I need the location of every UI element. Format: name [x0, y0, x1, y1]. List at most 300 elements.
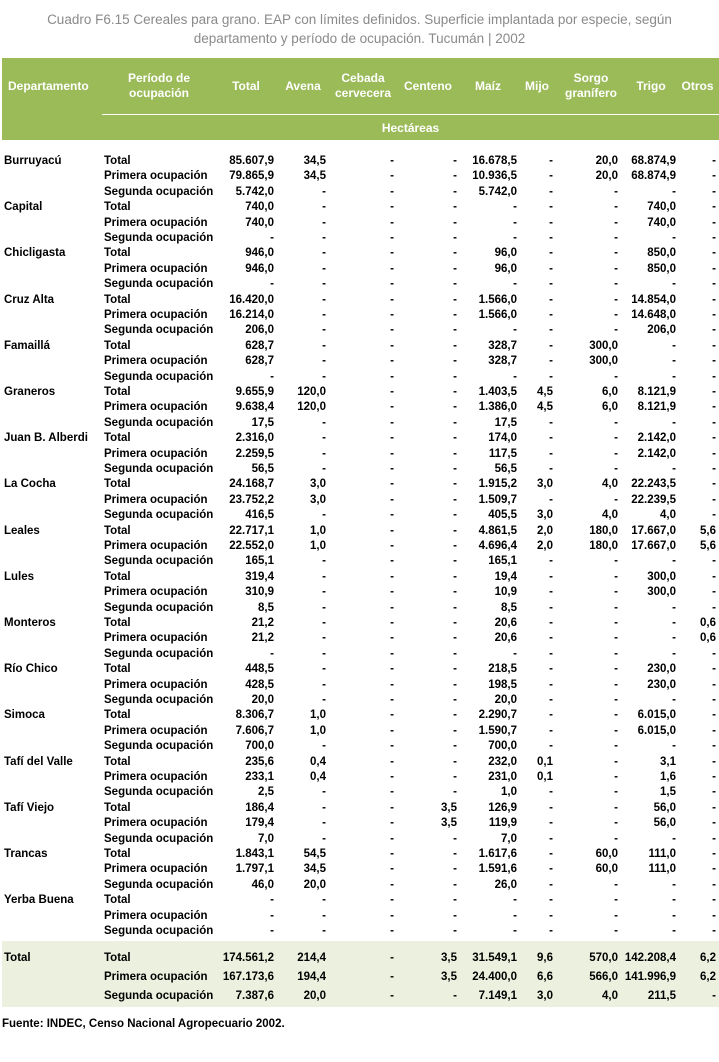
cell-mijo: -	[549, 493, 553, 506]
cell-centeno: -	[453, 524, 457, 537]
cell-trigo: 141.996,9	[624, 971, 676, 984]
cell-sorgo: -	[614, 663, 618, 676]
cell-maiz: 1.915,2	[478, 478, 517, 491]
cell-mijo: 3,0	[537, 990, 553, 1003]
cell-centeno: -	[453, 848, 457, 860]
cell-mijo: -	[549, 724, 553, 737]
cell-cebada: -	[390, 709, 394, 722]
periodo-label: Total	[104, 247, 131, 260]
cell-otros: -	[712, 493, 716, 506]
periodo-label: Primera ocupación	[104, 309, 208, 321]
cell-maiz: 7.149,1	[478, 990, 517, 1003]
cell-centeno: -	[453, 740, 457, 753]
cell-sorgo: -	[614, 324, 618, 337]
cell-centeno: -	[453, 370, 457, 383]
cell-cebada: -	[390, 952, 394, 965]
cell-maiz: 2.290,7	[478, 709, 517, 722]
cell-centeno: -	[453, 878, 457, 891]
cell-cebada: -	[390, 524, 394, 537]
cell-cebada: -	[390, 262, 394, 275]
department-name: Leales	[4, 524, 40, 537]
cell-cebada: -	[390, 447, 394, 460]
cell-trigo: -	[672, 555, 676, 568]
cell-trigo: -	[672, 694, 676, 706]
cell-cebada: -	[390, 386, 394, 398]
totals-name: Total	[4, 952, 31, 965]
cell-cebada: -	[390, 170, 394, 183]
cell-cebada: -	[390, 971, 394, 984]
cell-maiz: 17,5	[494, 416, 517, 429]
cell-otros: -	[712, 909, 716, 922]
cell-otros: -	[712, 355, 716, 368]
cell-total: 628,7	[245, 339, 274, 352]
cell-trigo: -	[672, 909, 676, 922]
cell-cebada: -	[390, 771, 394, 783]
cell-cebada: -	[390, 185, 394, 198]
cell-centeno: -	[453, 694, 457, 706]
cell-cebada: -	[390, 755, 394, 768]
cell-mijo: -	[549, 647, 553, 660]
col-header-departamento: Departamento	[8, 78, 89, 93]
cell-total: 310,9	[245, 586, 274, 599]
cell-centeno: -	[453, 401, 457, 414]
periodo-label: Primera ocupación	[104, 863, 208, 876]
cell-centeno: -	[453, 909, 457, 922]
cell-mijo: -	[549, 278, 553, 291]
department-name: Tafí del Valle	[4, 755, 73, 768]
cell-total: 448,5	[245, 663, 274, 676]
cell-centeno: -	[453, 601, 457, 614]
cell-sorgo: -	[614, 786, 618, 799]
cell-avena: -	[322, 201, 326, 214]
cell-centeno: -	[453, 478, 457, 491]
cell-cebada: -	[390, 878, 394, 891]
cell-trigo: -	[672, 617, 676, 629]
cell-cebada: -	[390, 848, 394, 860]
periodo-label: Primera ocupación	[104, 771, 208, 783]
cell-trigo: -	[672, 894, 676, 907]
cell-mijo: -	[549, 863, 553, 876]
cell-avena: -	[322, 740, 326, 753]
cell-sorgo: -	[614, 755, 618, 768]
cell-avena: -	[322, 817, 326, 830]
cell-cebada: -	[390, 786, 394, 799]
cell-trigo: 3,1	[660, 755, 676, 768]
cell-centeno: -	[453, 832, 457, 845]
col-header-total: Total	[232, 78, 260, 93]
cell-total: 21,2	[251, 617, 274, 629]
cell-total: -	[270, 278, 274, 291]
cell-mijo: 3,0	[537, 478, 553, 491]
cell-sorgo: -	[614, 493, 618, 506]
cell-sorgo: -	[614, 463, 618, 475]
periodo-label: Primera ocupación	[104, 355, 208, 368]
cell-sorgo: -	[614, 232, 618, 244]
cell-avena: 194,4	[297, 971, 326, 984]
cell-total: 186,4	[245, 801, 274, 814]
cell-cebada: -	[390, 339, 394, 352]
cell-total: -	[270, 647, 274, 660]
cell-avena: 34,5	[303, 170, 326, 183]
periodo-label: Segunda ocupación	[104, 370, 214, 383]
cell-centeno: 3,5	[441, 801, 457, 814]
cell-centeno: 3,5	[441, 817, 457, 830]
cell-avena: -	[322, 647, 326, 660]
cell-avena: -	[322, 617, 326, 629]
cell-maiz: -	[513, 370, 517, 383]
cell-trigo: 8.121,9	[637, 401, 676, 414]
cell-maiz: 20,6	[494, 632, 517, 645]
cell-sorgo: -	[614, 201, 618, 214]
cell-avena: -	[322, 262, 326, 275]
cell-centeno: -	[453, 894, 457, 907]
cell-otros: -	[712, 216, 716, 229]
cell-centeno: 3,5	[441, 971, 457, 984]
cell-sorgo: 6,0	[602, 401, 618, 414]
cell-maiz: 1.566,0	[478, 309, 517, 321]
cell-mijo: -	[549, 878, 553, 891]
cell-maiz: 10,9	[494, 586, 517, 599]
cell-trigo: 17.667,0	[631, 540, 676, 552]
cell-cebada: -	[390, 216, 394, 229]
cell-avena: -	[322, 432, 326, 445]
cell-total: 628,7	[245, 355, 274, 368]
cell-sorgo: 60,0	[595, 863, 618, 876]
cell-maiz: 31.549,1	[472, 952, 517, 965]
cell-trigo: 14.854,0	[631, 293, 676, 306]
cell-trigo: -	[672, 232, 676, 244]
cell-trigo: 111,0	[648, 848, 676, 860]
cell-mijo: 0,1	[537, 771, 553, 783]
cell-avena: -	[322, 909, 326, 922]
cell-cebada: -	[390, 863, 394, 876]
department-name: Lules	[4, 570, 35, 583]
cell-mijo: -	[549, 201, 553, 214]
cell-maiz: 218,5	[488, 663, 517, 676]
cell-sorgo: 180,0	[589, 540, 618, 552]
cell-total: 2,5	[258, 786, 274, 799]
cell-maiz: 1.590,7	[478, 724, 517, 737]
cell-mijo: 4,5	[537, 401, 553, 414]
cell-maiz: 24.400,0	[472, 971, 517, 984]
table-header	[2, 58, 719, 140]
cell-trigo: 211,5	[647, 990, 676, 1003]
cell-mijo: -	[549, 309, 553, 321]
cell-avena: -	[322, 232, 326, 244]
cell-mijo: -	[549, 432, 553, 445]
cell-maiz: 117,5	[488, 447, 517, 460]
cell-otros: -	[712, 832, 716, 845]
cell-sorgo: 4,0	[602, 478, 618, 491]
cell-trigo: 8.121,9	[637, 386, 676, 398]
cell-total: 16.214,0	[229, 309, 274, 321]
cell-sorgo: 20,0	[595, 155, 618, 167]
cell-sorgo: -	[614, 293, 618, 306]
cell-centeno: -	[453, 586, 457, 599]
cell-otros: -	[712, 155, 716, 167]
cell-sorgo: -	[614, 262, 618, 275]
cell-otros: -	[712, 863, 716, 876]
cell-otros: -	[712, 339, 716, 352]
cell-sorgo: -	[614, 678, 618, 691]
cell-mijo: -	[549, 170, 553, 183]
cell-trigo: 1,6	[660, 771, 676, 783]
cell-otros: -	[712, 201, 716, 214]
cell-mijo: -	[549, 247, 553, 260]
periodo-label: Total	[104, 570, 131, 583]
cell-mijo: -	[549, 801, 553, 814]
cell-centeno: -	[453, 247, 457, 260]
cell-avena: 1,0	[310, 724, 326, 737]
cell-total: 740,0	[245, 216, 274, 229]
cell-otros: -	[712, 740, 716, 753]
cell-maiz: -	[513, 201, 517, 214]
cell-maiz: 10.936,5	[472, 170, 517, 183]
cell-cebada: -	[390, 724, 394, 737]
cell-mijo: 0,1	[537, 755, 553, 768]
cell-total: 23.752,2	[229, 493, 274, 506]
cell-otros: 0,6	[700, 632, 716, 645]
department-name: Trancas	[4, 848, 48, 860]
cell-centeno: -	[453, 990, 457, 1003]
periodo-label: Segunda ocupación	[104, 324, 214, 337]
cell-cebada: -	[390, 478, 394, 491]
cell-cebada: -	[390, 894, 394, 907]
cell-trigo: 2.142,0	[637, 447, 676, 460]
periodo-label: Total	[104, 201, 131, 214]
cell-mijo: -	[549, 848, 553, 860]
cell-trigo: -	[672, 647, 676, 660]
cell-mijo: -	[549, 355, 553, 368]
cell-maiz: 1,0	[501, 786, 517, 799]
cell-trigo: 230,0	[647, 663, 676, 676]
cell-maiz: -	[513, 278, 517, 291]
cell-cebada: -	[390, 201, 394, 214]
cell-centeno: -	[453, 570, 457, 583]
cell-avena: -	[322, 216, 326, 229]
cell-otros: -	[712, 755, 716, 768]
cell-cebada: -	[390, 617, 394, 629]
cell-otros: -	[712, 185, 716, 198]
periodo-label: Segunda ocupación	[104, 555, 214, 568]
cell-centeno: -	[453, 262, 457, 275]
periodo-label: Total	[104, 617, 131, 629]
cell-sorgo: -	[614, 694, 618, 706]
cell-otros: -	[712, 724, 716, 737]
periodo-label: Primera ocupación	[104, 401, 208, 414]
cell-trigo: -	[672, 370, 676, 383]
cell-sorgo: 4,0	[602, 509, 618, 522]
department-name: Juan B. Alberdi	[4, 432, 88, 445]
cell-avena: 20,0	[303, 990, 326, 1003]
cell-avena: -	[322, 570, 326, 583]
cell-mijo: -	[549, 694, 553, 706]
periodo-label: Primera ocupación	[104, 632, 208, 645]
cell-total: 416,5	[245, 509, 274, 522]
cell-cebada: -	[390, 647, 394, 660]
cell-centeno: 3,5	[441, 952, 457, 965]
cell-total: 20,0	[251, 694, 274, 706]
cell-trigo: 206,0	[647, 324, 676, 337]
cell-avena: -	[322, 447, 326, 460]
cell-maiz: 4.861,5	[478, 524, 517, 537]
cell-avena: 1,0	[310, 524, 326, 537]
cell-avena: -	[322, 509, 326, 522]
cell-otros: -	[712, 801, 716, 814]
cell-mijo: 4,5	[537, 386, 553, 398]
periodo-label: Segunda ocupación	[104, 509, 214, 522]
cell-total: 206,0	[245, 324, 274, 337]
department-name: La Cocha	[4, 478, 56, 491]
cell-cebada: -	[390, 278, 394, 291]
cell-maiz: 1.591,6	[478, 863, 517, 876]
cell-maiz: 1.566,0	[478, 293, 517, 306]
cell-total: 21,2	[251, 632, 274, 645]
periodo-label: Total	[104, 293, 131, 306]
cell-avena: -	[322, 601, 326, 614]
cell-maiz: 126,9	[488, 801, 517, 814]
periodo-label: Segunda ocupación	[104, 185, 214, 198]
cell-otros: -	[712, 262, 716, 275]
cell-sorgo: -	[614, 832, 618, 845]
cell-centeno: -	[453, 170, 457, 183]
department-name: Río Chico	[4, 663, 58, 676]
cell-sorgo: 60,0	[595, 848, 618, 860]
cell-trigo: 300,0	[647, 586, 676, 599]
cell-maiz: 174,0	[488, 432, 517, 445]
cell-avena: 1,0	[310, 709, 326, 722]
cell-trigo: -	[672, 185, 676, 198]
cell-centeno: -	[453, 386, 457, 398]
cell-trigo: -	[672, 832, 676, 845]
cell-centeno: -	[453, 339, 457, 352]
cell-total: 9.638,4	[235, 401, 274, 414]
periodo-label: Primera ocupación	[104, 817, 208, 830]
col-header-avena: Avena	[285, 78, 321, 93]
cell-avena: 1,0	[310, 540, 326, 552]
cell-centeno: -	[453, 863, 457, 876]
cell-avena: -	[322, 925, 326, 937]
title-line-2: departamento y período de ocupación. Tucumán | 2002	[193, 31, 526, 46]
periodo-label: Total	[104, 952, 131, 965]
cell-cebada: -	[390, 247, 394, 260]
cell-cebada: -	[390, 678, 394, 691]
cell-maiz: -	[513, 216, 517, 229]
cell-cebada: -	[390, 586, 394, 599]
cell-sorgo: -	[614, 185, 618, 198]
cell-total: 167.173,6	[222, 971, 274, 984]
cell-mijo: -	[549, 601, 553, 614]
periodo-label: Total	[104, 386, 131, 398]
cell-maiz: 5.742,0	[478, 185, 517, 198]
units-label: Hectáreas	[102, 114, 719, 141]
cell-cebada: -	[390, 401, 394, 414]
periodo-label: Segunda ocupación	[104, 990, 214, 1003]
cell-trigo: 56,0	[653, 817, 676, 830]
cell-otros: -	[712, 555, 716, 568]
cell-mijo: -	[549, 786, 553, 799]
cell-centeno: -	[453, 216, 457, 229]
cell-maiz: 26,0	[494, 878, 517, 891]
cell-avena: -	[322, 786, 326, 799]
cell-sorgo: 6,0	[602, 386, 618, 398]
cell-mijo: 2,0	[537, 540, 553, 552]
cell-otros: -	[712, 401, 716, 414]
cell-maiz: 4.696,4	[478, 540, 517, 552]
cell-total: 700,0	[245, 740, 274, 753]
cell-sorgo: -	[614, 416, 618, 429]
cell-mijo: -	[549, 232, 553, 244]
cell-mijo: -	[549, 416, 553, 429]
department-name: Graneros	[4, 386, 56, 398]
cell-sorgo: -	[614, 309, 618, 321]
cell-maiz: 232,0	[488, 755, 517, 768]
cell-total: 17,5	[251, 416, 274, 429]
cell-mijo: -	[549, 324, 553, 337]
cell-maiz: 1.386,0	[478, 401, 517, 414]
cell-centeno: -	[453, 309, 457, 321]
periodo-label: Total	[104, 432, 131, 445]
cell-centeno: -	[453, 416, 457, 429]
cell-mijo: -	[549, 894, 553, 907]
cell-total: 946,0	[245, 262, 274, 275]
cell-maiz: 1.403,5	[478, 386, 517, 398]
cell-total: 179,4	[245, 817, 274, 830]
cell-maiz: 8,5	[501, 601, 517, 614]
cell-otros: -	[712, 509, 716, 522]
periodo-label: Segunda ocupación	[104, 416, 214, 429]
col-header-otros: Otros	[681, 78, 714, 93]
cell-centeno: -	[453, 509, 457, 522]
periodo-label: Primera ocupación	[104, 216, 208, 229]
cell-otros: -	[712, 878, 716, 891]
cell-otros: -	[712, 247, 716, 260]
cell-sorgo: -	[614, 278, 618, 291]
periodo-label: Segunda ocupación	[104, 694, 214, 706]
periodo-label: Segunda ocupación	[104, 232, 214, 244]
cell-maiz: 328,7	[488, 339, 517, 352]
cell-total: 5.742,0	[235, 185, 274, 198]
cell-otros: -	[712, 709, 716, 722]
cell-centeno: -	[453, 447, 457, 460]
cell-otros: 6,2	[700, 971, 716, 984]
cell-cebada: -	[390, 801, 394, 814]
cell-trigo: 56,0	[653, 801, 676, 814]
cell-mijo: -	[549, 740, 553, 753]
cell-total: 1.843,1	[235, 848, 274, 860]
cell-cebada: -	[390, 817, 394, 830]
cell-avena: 3,0	[310, 478, 326, 491]
cell-avena: 0,4	[310, 755, 326, 768]
cell-maiz: -	[513, 909, 517, 922]
periodo-label: Primera ocupación	[104, 909, 208, 922]
periodo-label: Segunda ocupación	[104, 740, 214, 753]
cell-centeno: -	[453, 293, 457, 306]
cell-avena: -	[322, 678, 326, 691]
cell-cebada: -	[390, 832, 394, 845]
cell-total: 16.420,0	[229, 293, 274, 306]
cell-avena: 120,0	[297, 401, 326, 414]
cell-maiz: -	[513, 925, 517, 937]
cell-mijo: -	[549, 447, 553, 460]
col-header-trigo: Trigo	[636, 78, 666, 93]
cell-trigo: 14.648,0	[631, 309, 676, 321]
cell-avena: -	[322, 293, 326, 306]
cell-mijo: -	[549, 832, 553, 845]
cell-total: -	[270, 370, 274, 383]
cell-sorgo: 300,0	[589, 339, 618, 352]
cell-centeno: -	[453, 724, 457, 737]
